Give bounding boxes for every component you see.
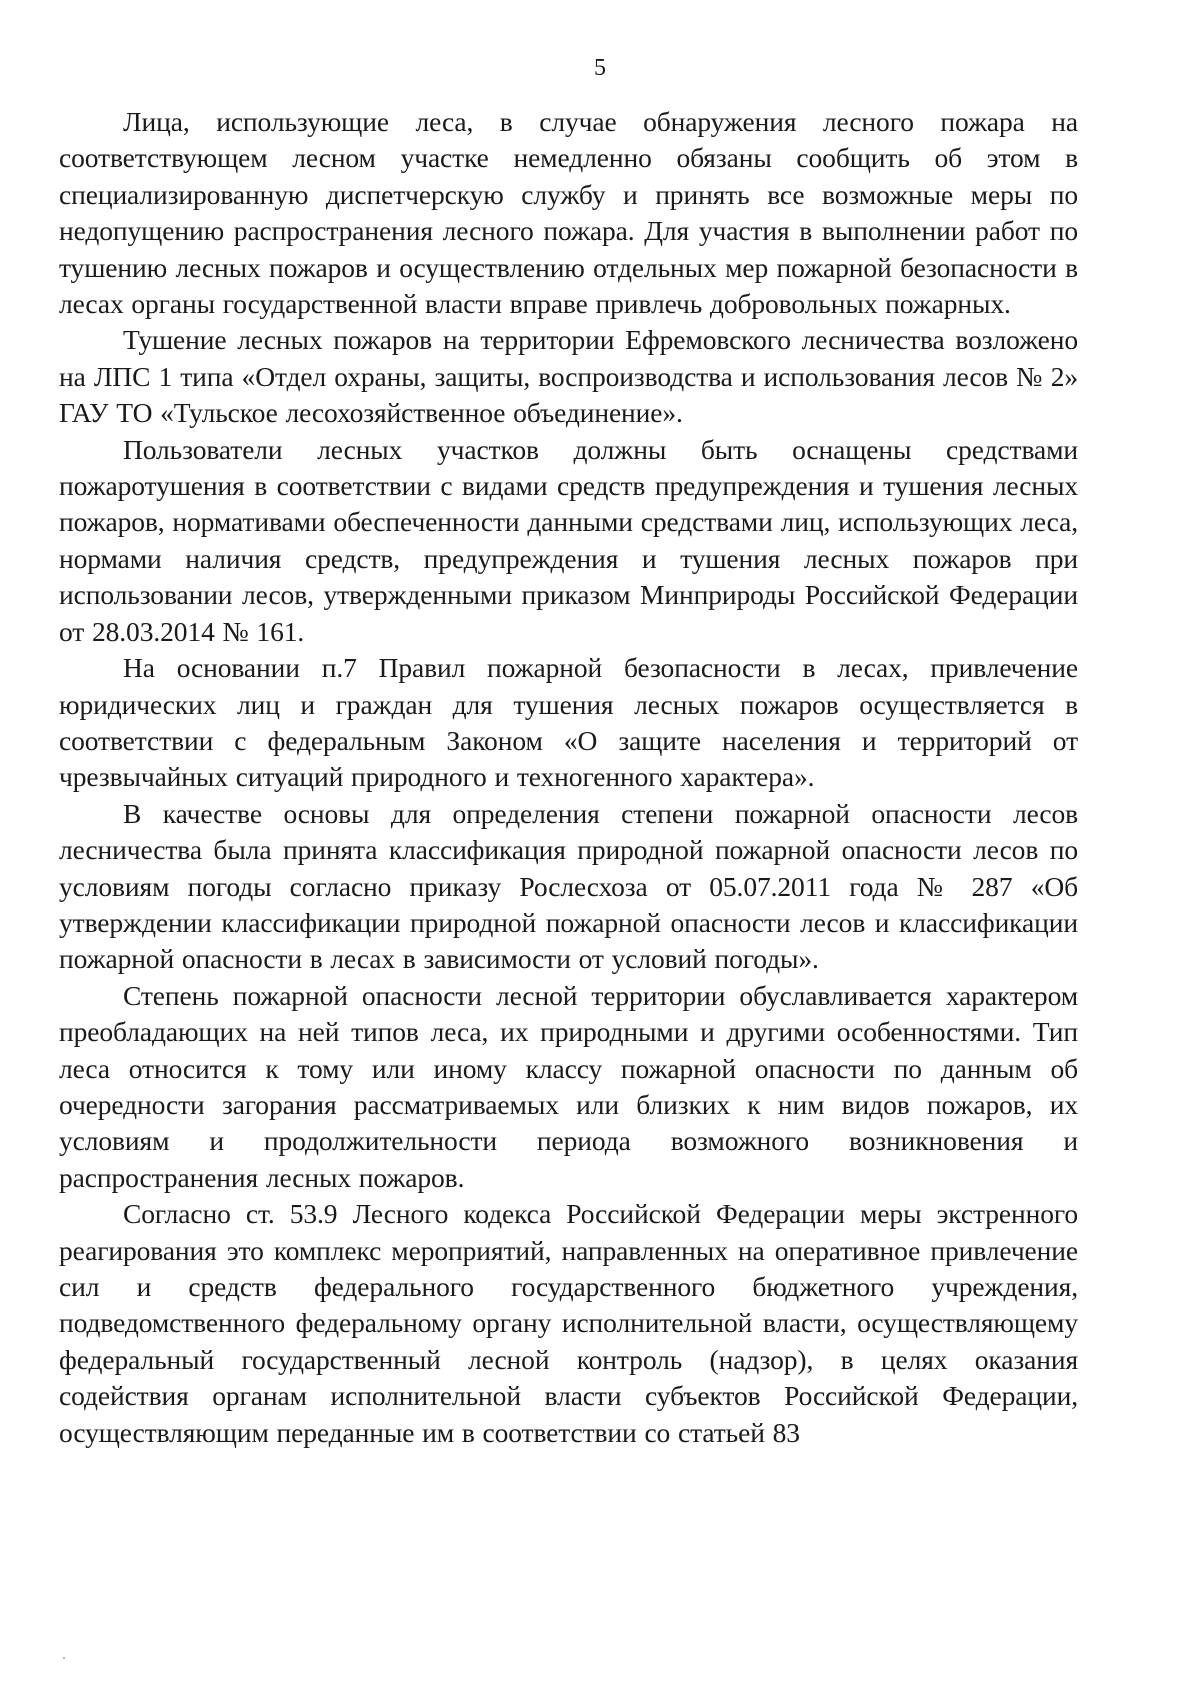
paragraph-fire-danger-degree: Степень пожарной опасности лесной территории обуславливается характером преобладающих на ней типов леса, их природными и другими особенностями. Тип леса относится к тому или иному классу пожарной опасности по данным об очередности загорания рассматриваемых или близких к ним видов пожаров, их условиям и продолжительности периода возможного возникновения и распространения лесных пожаров. bbox=[59, 979, 1078, 1193]
paragraph-involvement-of-citizens: На основании п.7 Правил пожарной безопасности в лесах, привлечение юридических лиц и граждан для тушения лесных пожаров осуществляется в соответствии с федеральным Законом «О защите населения и территорий от чрезвычайных ситуаций природного и техногенного характера». bbox=[59, 652, 1078, 793]
document-body bbox=[59, 104, 1078, 1451]
paragraph-forest-users-obligations: Лица, использующие леса, в случае обнаружения лесного пожара на соответствующем лесном участке немедленно обязаны сообщить об этом в специализированную диспетчерскую службу и принять все возможные меры по недопущению распространения лесного пожара. Для участия в выполнении работ по тушению лесных пожаров и осуществлению отдельных мер пожарной безопасности в лесах органы государственной власти вправе привлечь добровольных пожарных. bbox=[59, 106, 1078, 320]
scan-speck bbox=[63, 1657, 65, 1659]
page-number: 5 bbox=[594, 55, 606, 81]
paragraph-emergency-response-measures: Согласно ст. 53.9 Лесного кодекса Российской Федерации меры экстренного реагирования это комплекс мероприятий, направленных на оперативное привлечение сил и средств федерального государственного бюджетного учреждения, подведомственного федеральному органу исполнительной власти, осуществляющему федеральный государственный лесной контроль (надзор), в целях оказания содействия органам исполнительной власти субъектов Российской Федерации, осуществляющим переданные им в соответствии со статьей 83 bbox=[59, 1198, 1078, 1448]
paragraph-fire-suppression-assignment: Тушение лесных пожаров на территории Ефремовского лесничества возложено на ЛПС 1 типа «Отдел охраны, защиты, воспроизводства и использования лесов № 2» ГАУ ТО «Тульское лесохозяйственное объединение». bbox=[59, 324, 1078, 429]
paragraph-danger-classification: В качестве основы для определения степени пожарной опасности лесов лесничества была принята классификация природной пожарной опасности лесов по условиям погоды согласно приказу Рослесхоза от 05.07.2011 года № 287 «Об утверждении классификации природной пожарной опасности лесов и классификации пожарной опасности в лесах в зависимости от условий погоды». bbox=[59, 797, 1078, 975]
paragraph-firefighting-equipment: Пользователи лесных участков должны быть оснащены средствами пожаротушения в соответствии с видами средств предупреждения и тушения лесных пожаров, нормативами обеспеченности данными средствами лиц, использующих леса, нормами наличия средств, предупреждения и тушения лесных пожаров при использовании лесов, утвержденными приказом Минприроды Российской Федерации от 28.03.2014 № 161. bbox=[59, 433, 1078, 647]
